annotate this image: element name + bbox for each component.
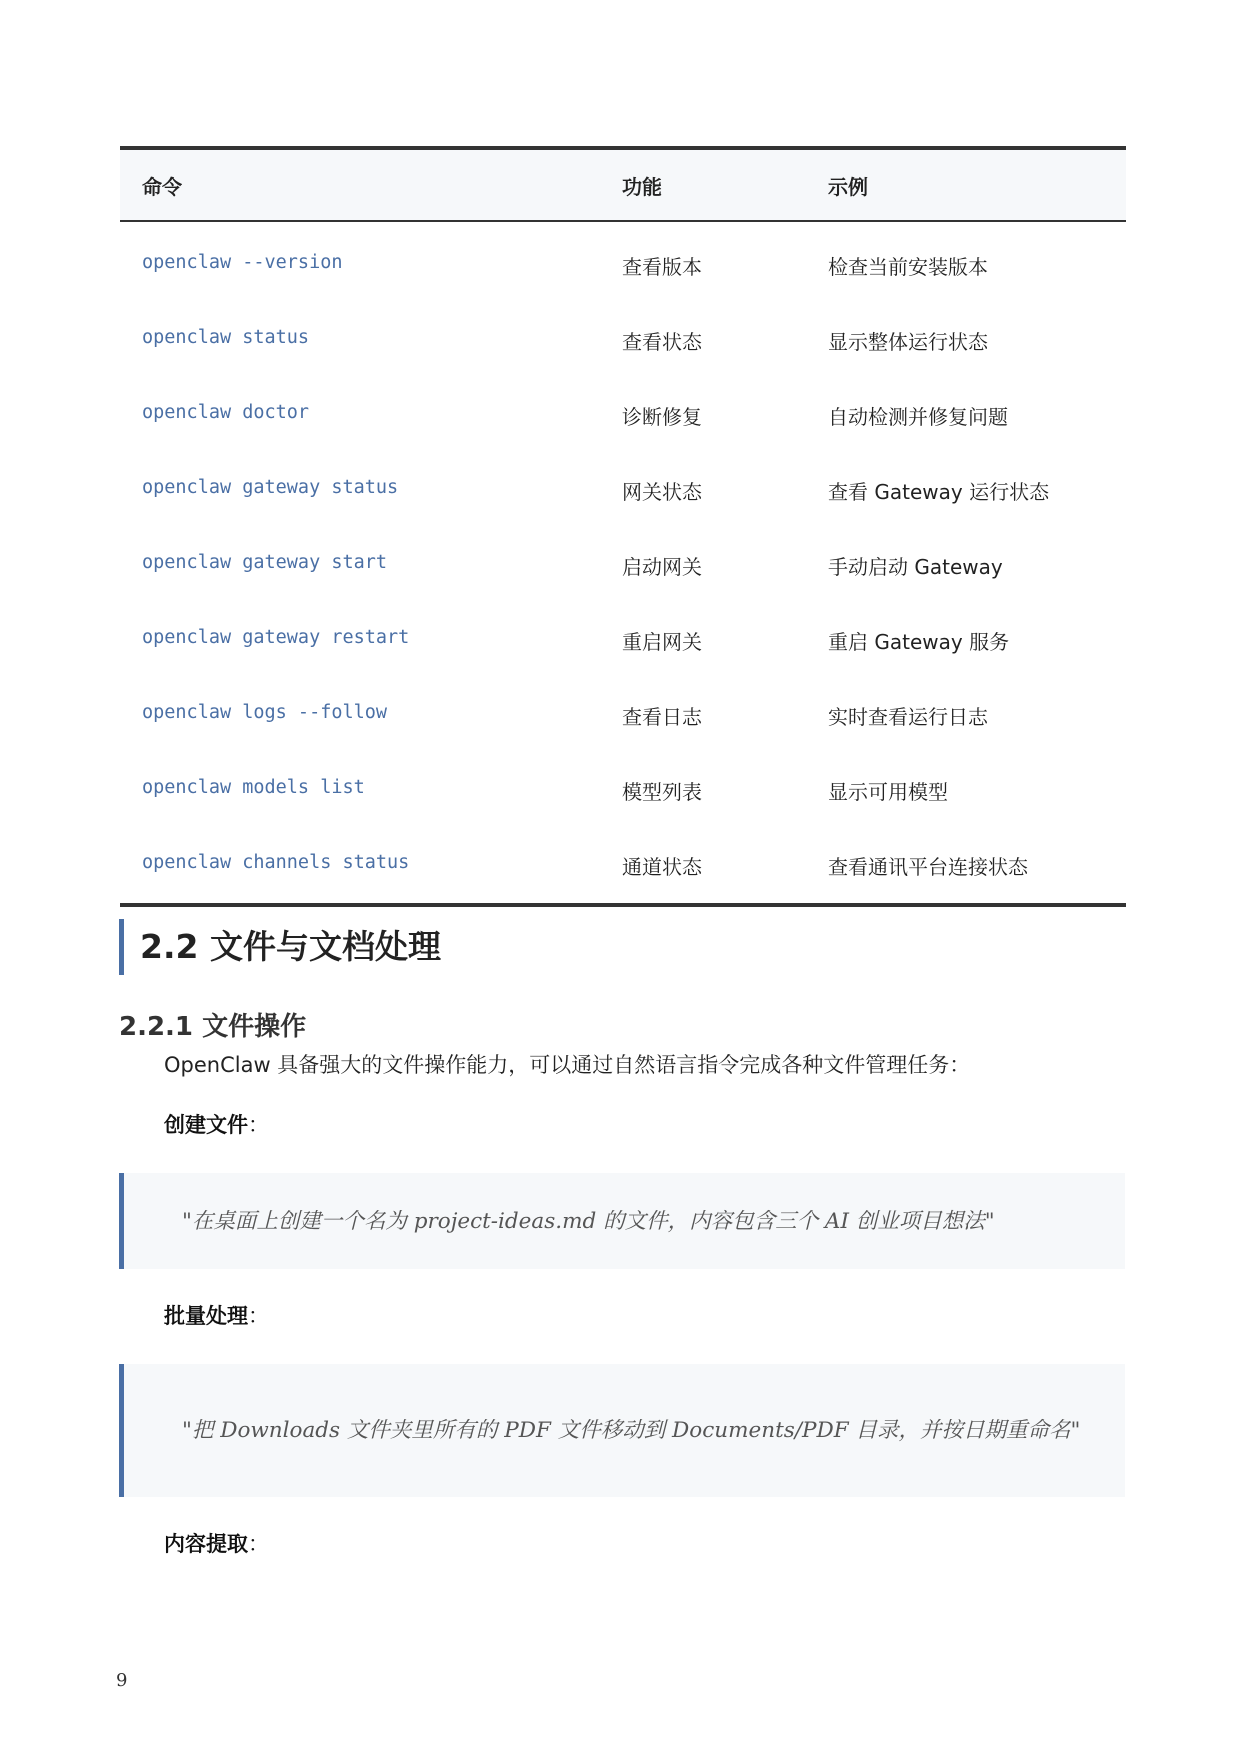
function-cell: 网关状态 [622,480,702,504]
table-row [120,678,1126,753]
example-cell: 显示可用模型 [828,780,948,804]
command-cell: openclaw models list [142,777,365,798]
command-cell: openclaw channels status [142,852,410,873]
example-cell: 实时查看运行日志 [828,705,988,729]
section-heading: 2.2 文件与文档处理 [119,919,441,975]
command-cell: openclaw gateway start [142,552,388,573]
batch-quote-text: "把 Downloads 文件夹里所有的 PDF 文件移动到 Documents/PDF 目录，并按日期重命名" [182,1418,1081,1443]
command-cell: openclaw logs --follow [142,702,388,723]
function-cell: 启动网关 [622,555,702,579]
function-cell: 通道状态 [622,855,702,879]
table-header-row [120,148,1126,221]
function-cell: 诊断修复 [622,405,702,429]
extract-label [164,1526,269,1562]
create-file-label [164,1107,269,1143]
create-file-label-text: 创建文件 [164,1113,248,1137]
example-cell: 显示整体运行状态 [828,330,988,354]
label-colon: ： [248,1113,269,1137]
example-cell: 检查当前安装版本 [828,255,988,279]
label-colon: ： [248,1304,269,1328]
header-example: 示例 [828,174,868,199]
batch-label-text: 批量处理 [164,1304,248,1328]
command-table [120,146,1126,907]
example-cell: 重启 Gateway 服务 [828,630,1010,654]
command-cell: openclaw status [142,327,310,348]
example-cell: 查看 Gateway 运行状态 [828,480,1050,504]
function-cell: 重启网关 [622,630,702,654]
command-cell: openclaw --version [142,252,343,273]
function-cell: 查看日志 [622,705,702,729]
batch-quote [119,1364,1125,1497]
create-file-quote [119,1173,1125,1269]
create-file-quote-text: "在桌面上创建一个名为 project-ideas.md 的文件，内容包含三个 AI 创业项目想法" [182,1208,995,1234]
table-row [120,453,1126,528]
example-cell: 查看通讯平台连接状态 [828,855,1028,879]
command-cell: openclaw gateway status [142,477,399,498]
table-row [120,528,1126,603]
example-cell: 自动检测并修复问题 [828,405,1008,429]
function-cell: 查看状态 [622,330,702,354]
table-row [120,753,1126,828]
header-command: 命令 [142,174,182,199]
table-row [120,303,1126,378]
table-row [120,828,1126,905]
intro-paragraph: OpenClaw 具备强大的文件操作能力，可以通过自然语言指令完成各种文件管理任务： [164,1053,971,1077]
table-row [120,603,1126,678]
command-cell: openclaw gateway restart [142,627,410,648]
table-row [120,378,1126,453]
label-colon: ： [248,1532,269,1556]
function-cell: 查看版本 [622,255,702,279]
command-cell: openclaw doctor [142,402,310,423]
example-cell: 手动启动 Gateway [828,555,1003,579]
extract-label-text: 内容提取 [164,1532,248,1556]
function-cell: 模型列表 [622,780,702,804]
header-function: 功能 [622,174,662,199]
subsection-heading: 2.2.1 文件操作 [119,1012,307,1042]
table-row [120,221,1126,303]
batch-label [164,1298,269,1334]
page-number: 9 [116,1670,128,1691]
